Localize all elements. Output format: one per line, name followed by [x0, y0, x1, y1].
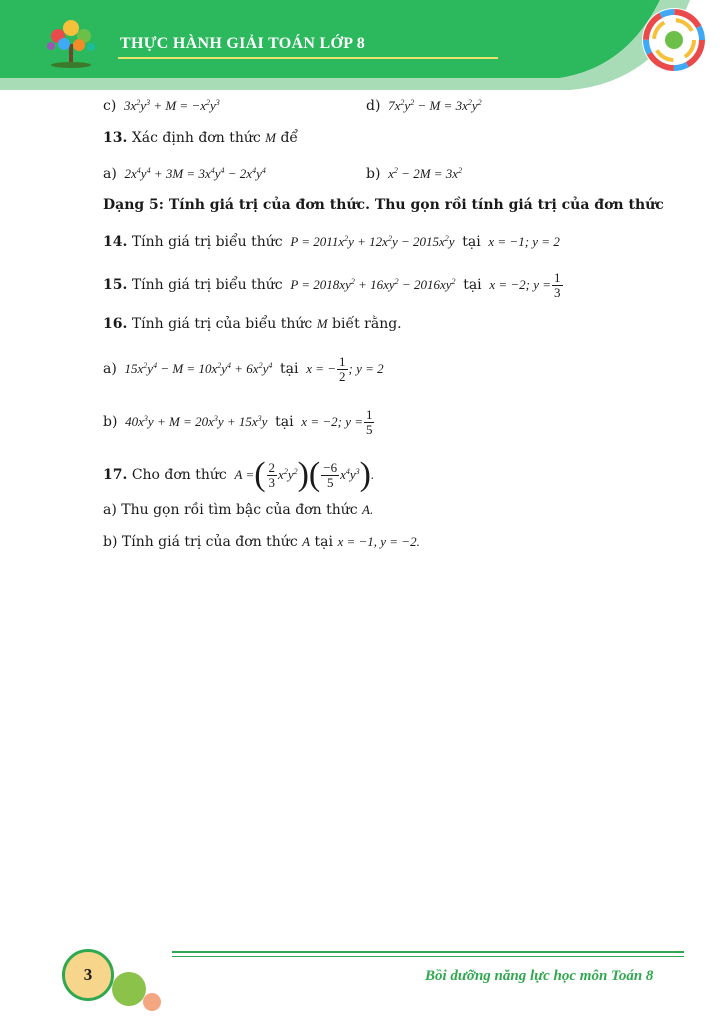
math-expr: $2x^4y^4 + 3M = 3x^4y^4 - 2x^4y^4$	[121, 166, 266, 181]
math-expr: $x^2 - 2M = 3x^2$	[384, 166, 463, 181]
page-header	[0, 0, 725, 92]
page-number: 3	[62, 949, 114, 1001]
math-condition: x = −	[302, 361, 337, 376]
tree-logo-icon	[42, 18, 100, 70]
exercise-17a: a) Thu gọn rồi tìm bậc của đơn thức A.	[103, 502, 374, 518]
exercise-17: 17. Cho đơn thức A =( $\frac{2}{3}$ $x^2y^2$)( $\frac{-6}{5}$ $x^4y^3$).	[103, 456, 375, 493]
emblem-logo-icon	[640, 6, 708, 74]
header-title: THỰC HÀNH GIẢI TOÁN LỚP 8	[120, 35, 366, 52]
math-condition: x = −2; y =	[298, 414, 363, 429]
footer-decor-circle	[112, 972, 146, 1006]
exercise-16: 16. Tính giá trị của biểu thức M biết rằng.	[103, 316, 402, 332]
exercise-15: 15. Tính giá trị biểu thức $P = 2018xy^2 + 16xy^2 - 2016xy^2$ tại x = −2; y = $\frac{1}{3}$	[103, 269, 561, 300]
exercise-14: 14. Tính giá trị biểu thức $P = 2011x^2y + 12x^2y - 2015x^2y$ tại x = −1; y = 2	[103, 234, 560, 250]
exercise-16a: a) $15x^2y^4 - M = 10x^2y^4 + 6x^2y^4$ tại x = − $\frac{1}{2}$ ; y = 2	[103, 353, 384, 384]
exercise-12c: c) $3x^2y^3 + M = -x^2y^3$	[103, 98, 220, 114]
footer-text: Bồi dưỡng năng lực học môn Toán 8	[425, 968, 654, 984]
math-expr: $3x^2y^3 + M = -x^2y^3$	[120, 98, 220, 113]
math-expr: $P = 2011x^2y + 12x^2y - 2015x^2y$	[287, 234, 458, 249]
exercise-17b: b) Tính giá trị của đơn thức A tại x = −1, y = −2.	[103, 534, 420, 550]
exercise-13b: b) $x^2 - 2M = 3x^2$	[366, 166, 463, 182]
fraction: $\frac{1}{3}$	[554, 269, 561, 300]
math-expr: $40x^3y + M = 20x^3y + 15x^3y$	[121, 414, 271, 429]
math-expr: $P = 2018xy^2 + 16xy^2 - 2016xy^2$	[287, 277, 456, 292]
math-expr: A =	[231, 467, 255, 482]
math-condition: x = −2; y =	[486, 277, 552, 292]
math-condition: x = −1; y = 2	[485, 234, 560, 249]
footer-rule-bottom	[172, 956, 684, 957]
math-expr: $15x^2y^4 - M = 10x^2y^4 + 6x^2y^4$	[121, 361, 273, 376]
fraction: $\frac{1}{5}$	[365, 406, 373, 437]
exercise-13: 13. Xác định đơn thức M để	[103, 130, 299, 146]
exercise-16b: b) $40x^3y + M = 20x^3y + 15x^3y$ tại x = −2; y = $\frac{1}{5}$	[103, 406, 373, 437]
exercise-12d: d) $7x^2y^2 - M = 3x^2y^2$	[366, 98, 482, 114]
math-expr: $7x^2y^2 - M = 3x^2y^2$	[384, 98, 482, 113]
exercise-13a: a) $2x^4y^4 + 3M = 3x^4y^4 - 2x^4y^4$	[103, 166, 266, 182]
section-title: Dạng 5: Tính giá trị của đơn thức. Thu gọn rồi tính giá trị của đơn thức	[103, 197, 664, 213]
footer-decor-circle-small	[143, 993, 161, 1011]
fraction: $\frac{1}{2}$	[339, 353, 346, 384]
footer-rule-top	[172, 951, 684, 953]
